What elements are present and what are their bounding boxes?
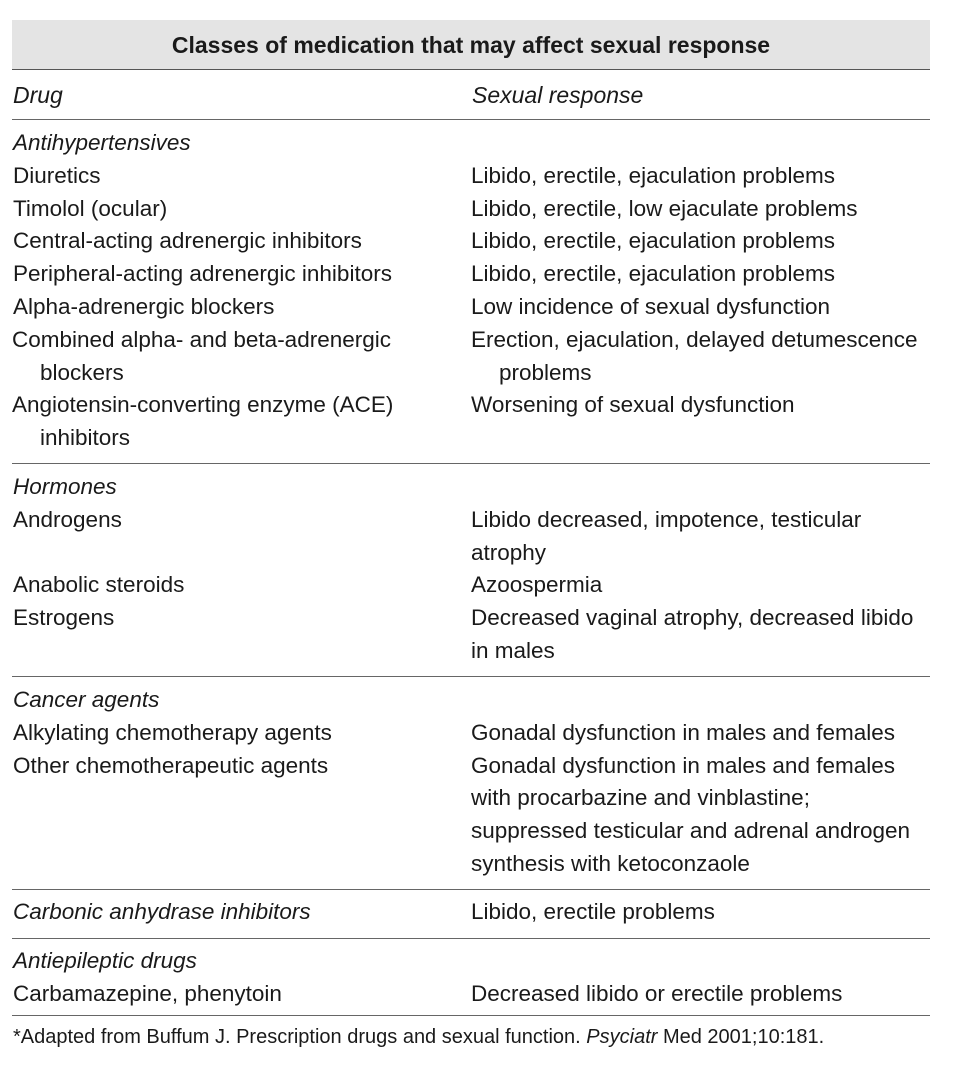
table-title: Classes of medication that may affect sexual response [12,20,930,70]
response-cell: Libido, erectile, ejaculation problems [471,228,835,254]
table-row [12,569,930,602]
drug-cell: Alpha-adrenergic blockers [13,293,275,319]
response-cell: Gonadal dysfunction in males and females with procarbazine and vinblastine; suppressed testicular and adrenal androgen synthesis with ketoconzaole [471,752,911,876]
response-cell: Erection, ejaculation, delayed detumescence problems [471,326,918,385]
drug-cell: Central-acting adrenergic inhibitors [13,228,362,254]
response-cell: Gonadal dysfunction in males and females [471,719,895,745]
header-divider [12,119,930,120]
table-row [12,717,930,750]
table-row [12,160,930,193]
response-cell: Libido, erectile, ejaculation problems [471,162,835,188]
footnote-citation: Med 2001;10:181. [657,1026,825,1048]
section-heading: Hormones [13,474,117,499]
column-header-sexual-response: Sexual response [472,82,644,108]
table-row [12,193,930,226]
drug-cell: Combined alpha- and beta-adrenergic blockers [12,326,391,385]
footnote-journal: Psyciatr [586,1026,658,1048]
table-row [12,602,930,668]
response-cell: Worsening of sexual dysfunction [471,392,795,418]
section-divider [12,463,930,464]
footnote-text: *Adapted from Buffum J. Prescription drugs and sexual function. [13,1026,587,1048]
section-cancer-agents [12,684,930,881]
column-header-drug: Drug [13,82,63,108]
drug-cell: Carbamazepine, phenytoin [13,980,282,1006]
table-row [12,258,930,291]
drug-cell: Estrogens [13,605,115,631]
drug-cell: Anabolic steroids [13,572,185,598]
table-bottom-rule [12,1015,930,1016]
drug-cell: Peripheral-acting adrenergic inhibitors [13,261,392,287]
section-divider [12,676,930,677]
response-cell: Libido, erectile problems [471,899,715,924]
response-cell: Low incidence of sexual dysfunction [471,293,830,319]
section-hormones [12,471,930,668]
drug-cell: Angiotensin-converting enzyme (ACE) inhibitors [12,392,394,451]
drug-cell: Other chemotherapeutic agents [13,752,329,778]
section-antihypertensives [12,127,930,455]
response-cell: Libido, erectile, ejaculation problems [471,261,835,287]
response-cell: Libido, erectile, low ejaculate problems [471,195,858,221]
table-row [12,389,930,455]
table-row [12,978,930,1011]
section-heading: Antiepileptic drugs [13,948,197,973]
section-heading: Cancer agents [13,687,160,712]
drug-cell: Timolol (ocular) [13,195,168,221]
section-heading: Antihypertensives [13,130,191,155]
table-row [12,750,930,881]
section-antiepileptic [12,945,930,1011]
section-divider [12,889,930,890]
response-cell: Azoospermia [471,572,603,598]
drug-cell: Diuretics [13,162,101,188]
table-row [12,324,930,390]
response-cell: Decreased vaginal atrophy, decreased libido in males [471,605,914,663]
section-carbonic-anhydrase [12,896,930,929]
table-row [12,225,930,258]
table-row [12,896,930,929]
response-cell: Libido decreased, impotence, testicular atrophy [471,506,862,565]
footnote [13,1022,824,1052]
drug-cell: Alkylating chemotherapy agents [13,719,332,745]
drug-cell: Androgens [13,506,122,532]
response-cell: Decreased libido or erectile problems [471,980,843,1006]
table-row [12,504,930,570]
section-heading: Carbonic anhydrase inhibitors [13,899,311,924]
section-divider [12,938,930,939]
table-row [12,291,930,324]
